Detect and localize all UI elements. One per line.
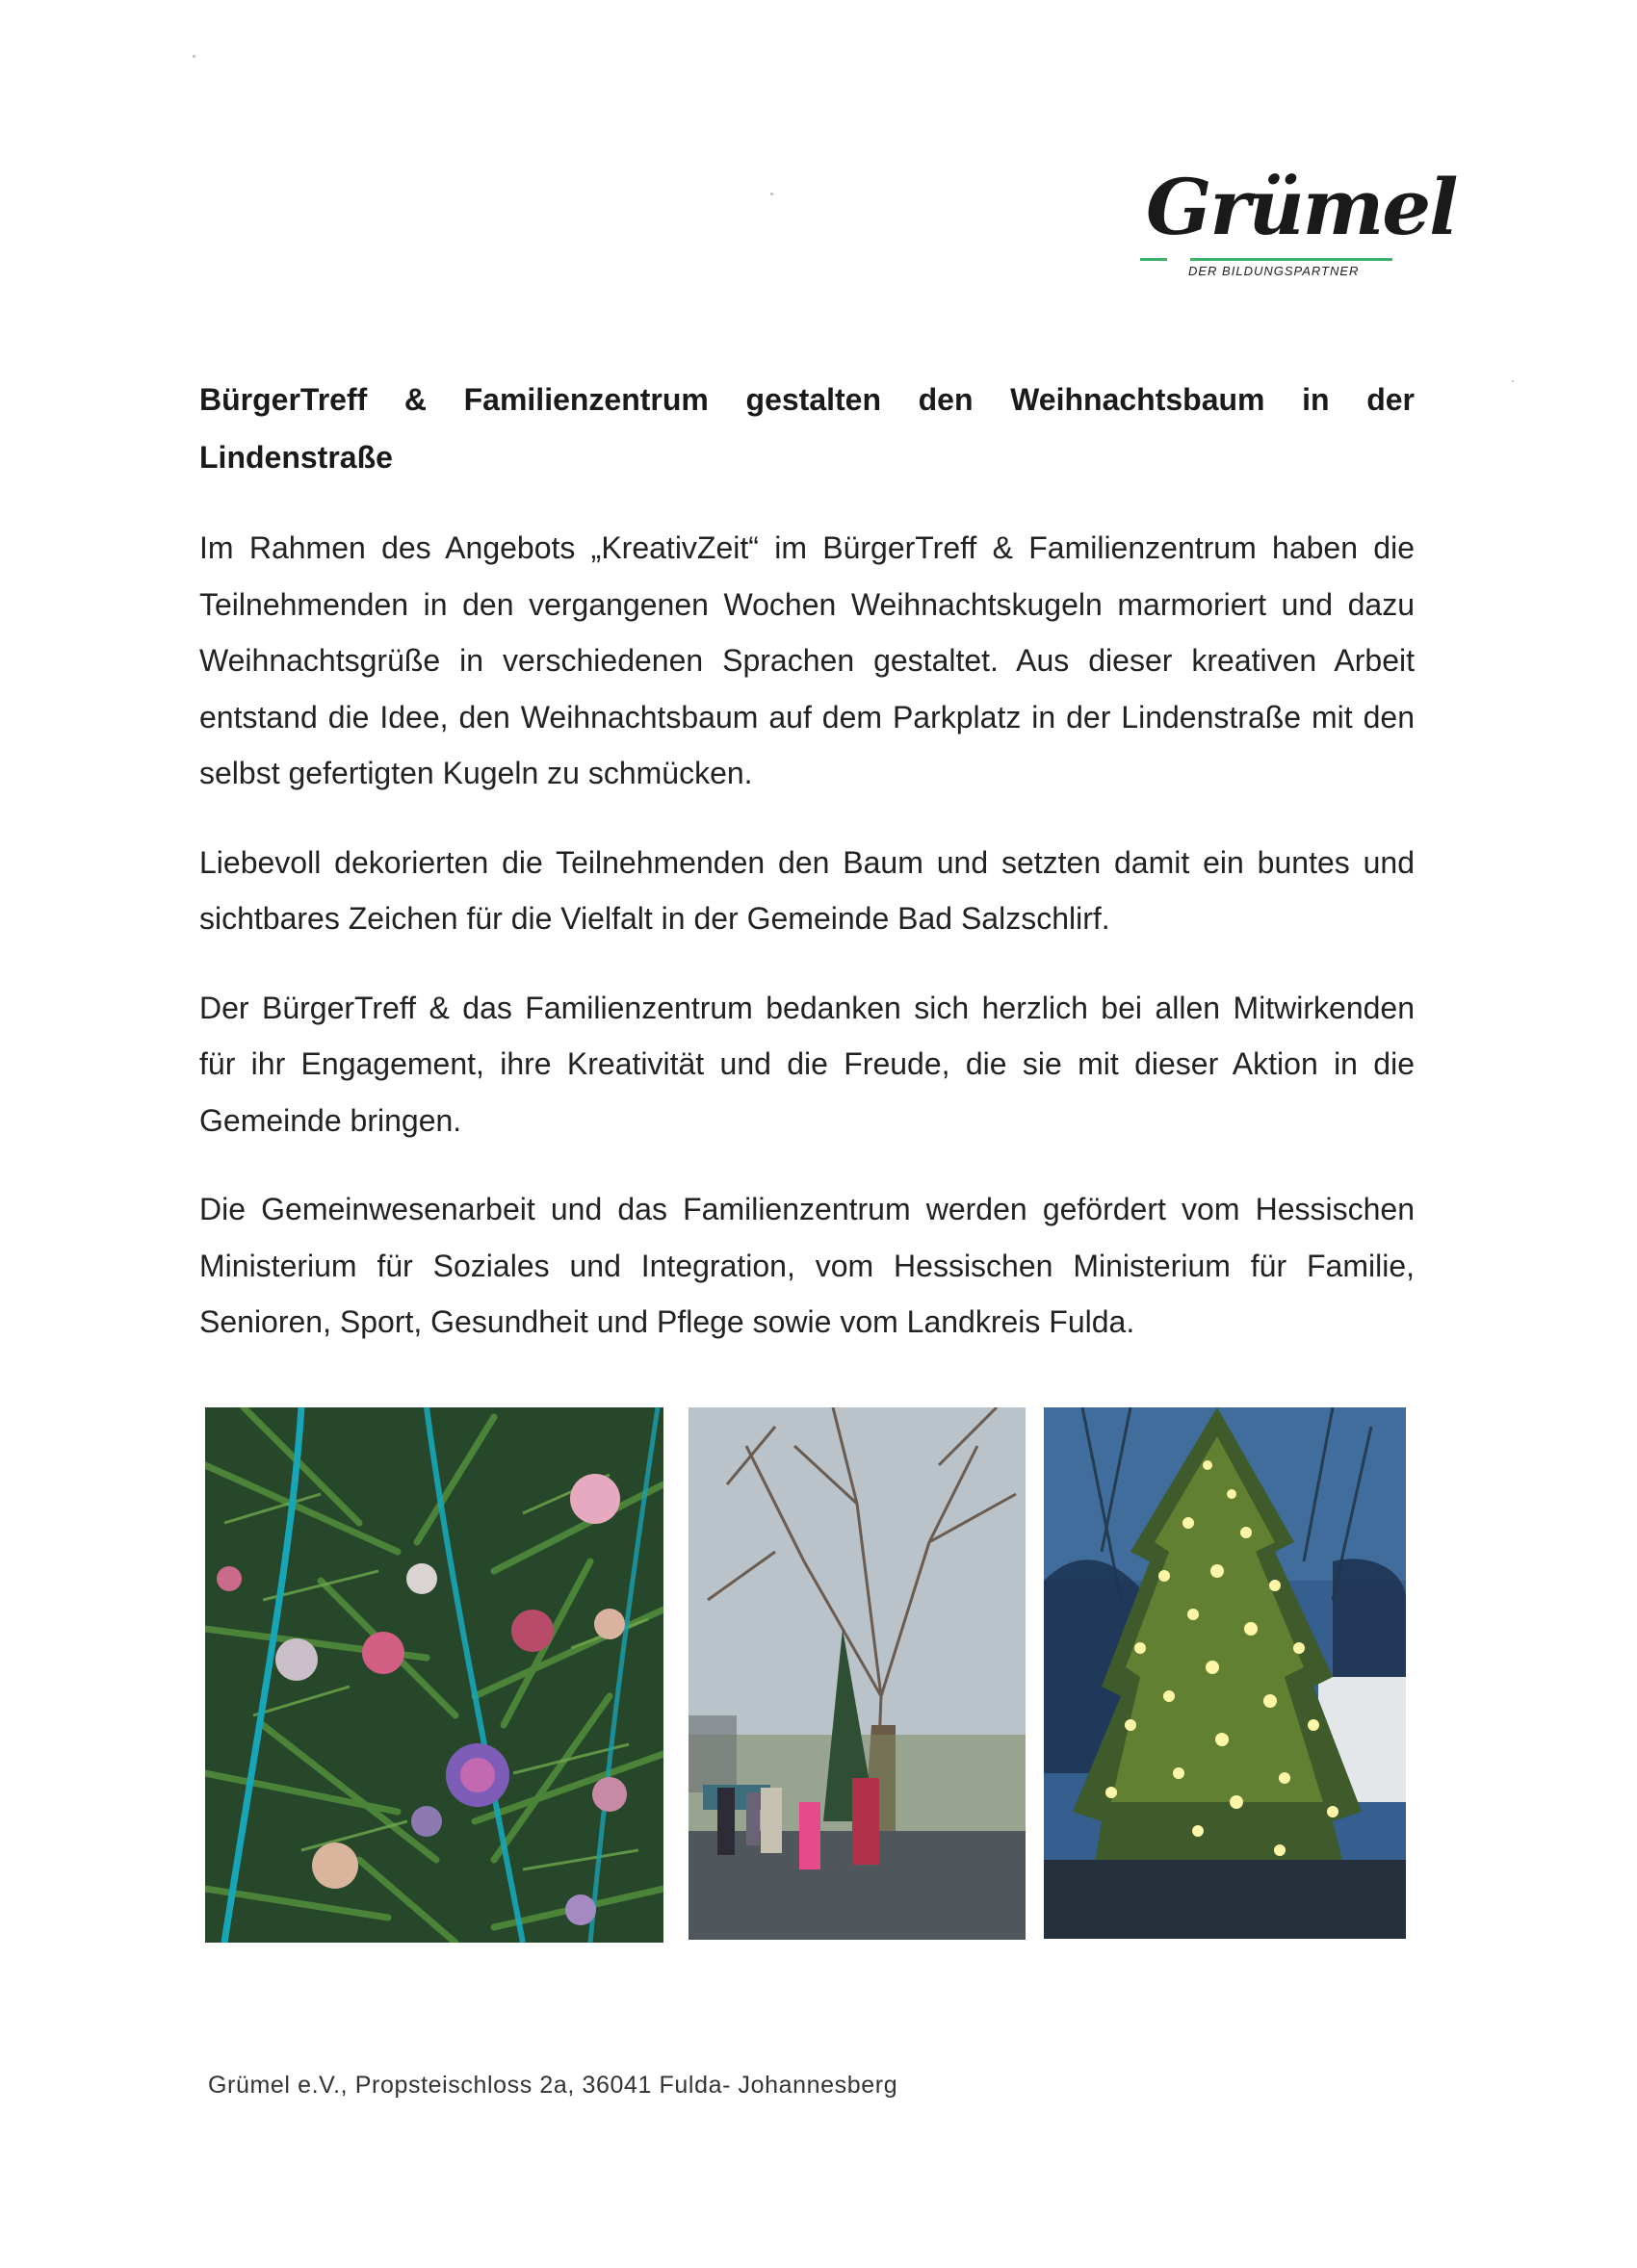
gruemel-logo xyxy=(1127,154,1457,289)
article-paragraph: Im Rahmen des Angebots „KreativZeit“ im BürgerTreff & Familienzentrum haben die Teilnehmenden in den vergangenen Wochen Weihnachtskugeln marmoriert und dazu Weihnachtsgrüße in verschiedenen Sprachen gestaltet. Aus dieser kreativen Arbeit entstand die Idee, den Weihnachtsbaum auf dem Parkplatz in der Lindenstraße mit den selbst gefertigten Kugeln zu schmücken. xyxy=(199,530,1415,790)
article xyxy=(199,371,1415,1383)
footer-address: Grümel e.V., Propsteischloss 2a, 36041 Fulda- Johannesberg xyxy=(208,2072,898,2099)
logo-tagline: DER BILDUNGSPARTNER xyxy=(1188,264,1360,278)
logo-rule xyxy=(1140,258,1167,261)
logo-wordmark: Grümel xyxy=(1146,162,1457,252)
photo-group-decorating xyxy=(689,1407,1026,1940)
scan-speck xyxy=(1512,380,1514,382)
logo-rule xyxy=(1190,258,1392,261)
article-paragraph: Der BürgerTreff & das Familienzentrum bedanken sich herzlich bei allen Mitwirkenden für ihr Engagement, ihre Kreativität und die Freude, die sie mit dieser Aktion in die Gemeinde bringen. xyxy=(199,990,1415,1138)
article-title: BürgerTreff & Familienzentrum gestalten den Weihnachtsbaum in der Lindenstraße xyxy=(199,382,1415,475)
photo-illuminated-tree xyxy=(1044,1407,1406,1939)
article-paragraph: Liebevoll dekorierten die Teilnehmenden den Baum und setzten damit ein buntes und sichtbares Zeichen für die Vielfalt in der Gemeinde Bad Salzschlirf. xyxy=(199,844,1415,936)
photo-ornaments-closeup xyxy=(205,1407,663,1943)
scan-speck xyxy=(770,193,773,195)
scan-speck xyxy=(193,55,195,58)
article-paragraph: Die Gemeinwesenarbeit und das Familienzentrum werden gefördert vom Hessischen Ministerium für Soziales und Integration, vom Hessischen Ministerium für Familie, Senioren, Sport, Gesundheit und Pflege sowie vom Landkreis Fulda. xyxy=(199,1192,1415,1339)
